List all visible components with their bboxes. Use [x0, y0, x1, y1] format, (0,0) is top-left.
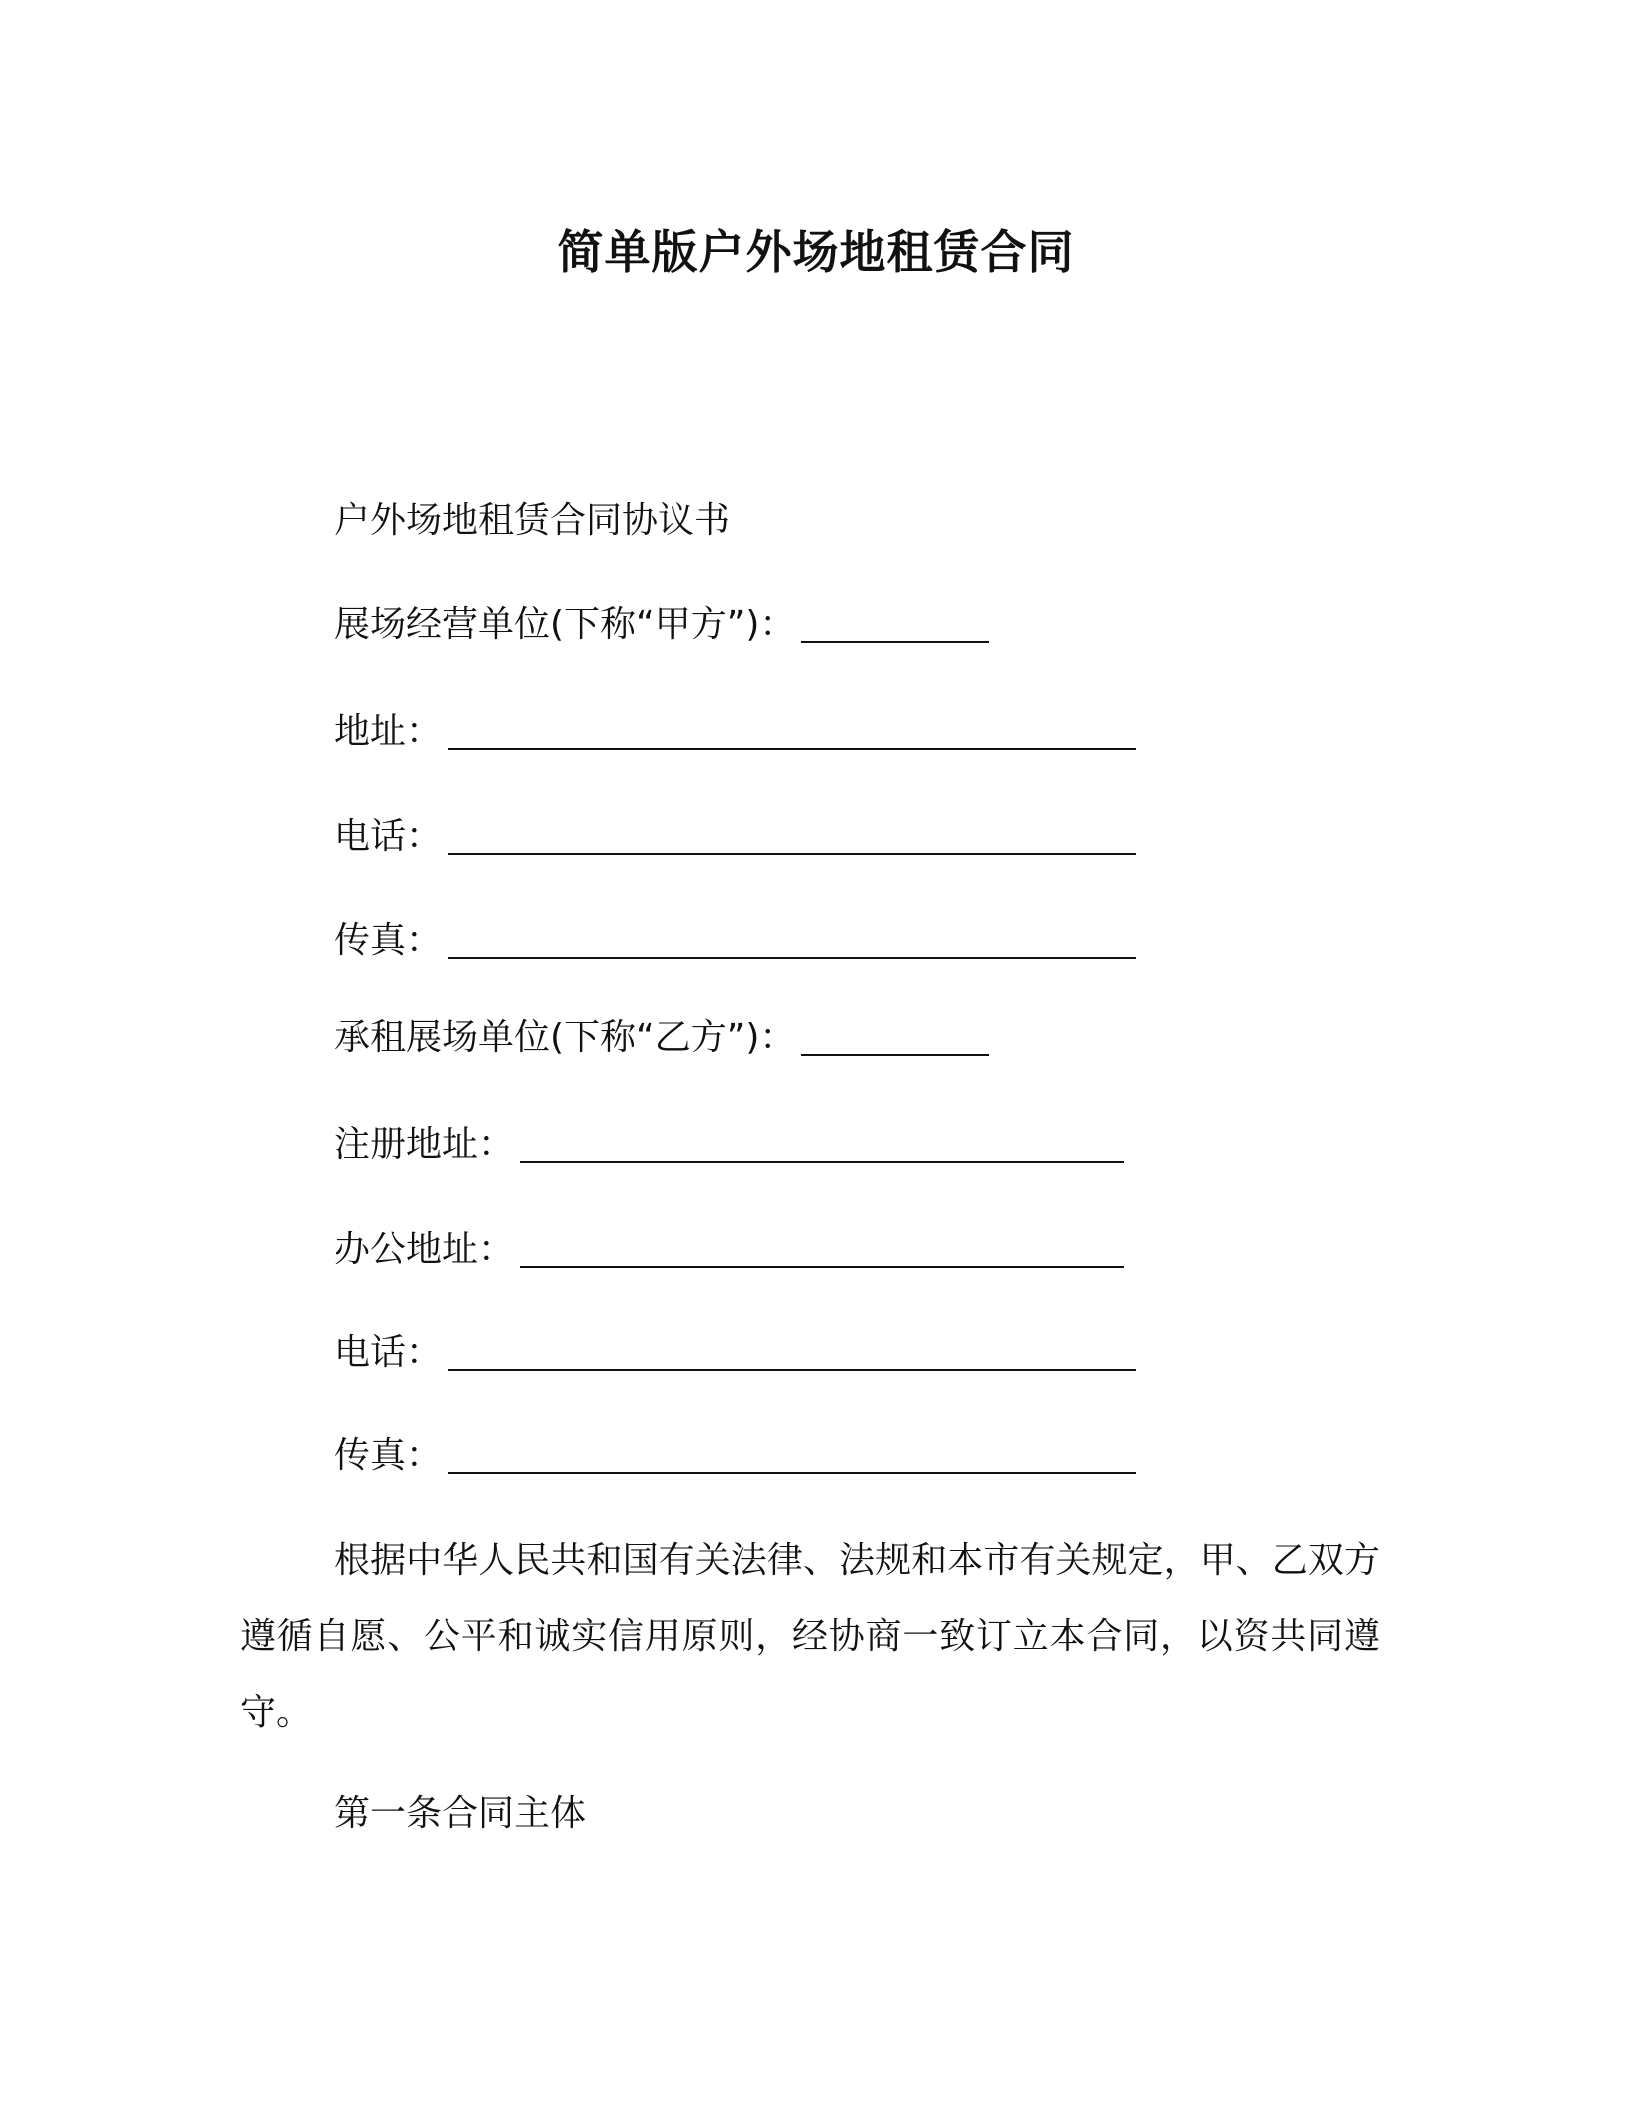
party-b-office-address-blank: [520, 1230, 1124, 1268]
party-a-name-label: 展场经营单位(下称“甲方”)：: [334, 604, 796, 645]
party-a-address-blank: [448, 712, 1136, 750]
party-b-name-label: 承租展场单位(下称“乙方”)：: [334, 1017, 796, 1058]
party-a-address-label: 地址：: [334, 711, 443, 752]
party-a-fax-field: [334, 917, 1136, 965]
party-b-registered-address-label: 注册地址：: [334, 1124, 515, 1165]
party-b-fax-field: [334, 1432, 1136, 1480]
article-1-heading: 第一条合同主体: [334, 1793, 587, 1834]
party-a-phone-blank: [448, 817, 1136, 855]
party-b-name-blank: [801, 1018, 989, 1056]
party-b-phone-field: [334, 1329, 1136, 1377]
party-b-phone-label: 电话：: [334, 1332, 443, 1373]
party-b-phone-blank: [448, 1333, 1136, 1371]
party-b-fax-label: 传真：: [334, 1435, 443, 1476]
preamble-paragraph: 根据中华人民共和国有关法律、法规和本市有关规定，甲、乙双方遵循自愿、公平和诚实信用原则，经协商一致订立本合同，以资共同遵守。: [240, 1540, 1380, 1733]
party-b-office-address-label: 办公地址：: [334, 1229, 515, 1270]
party-a-name-field: [334, 601, 989, 649]
party-b-name-field: [334, 1014, 989, 1062]
party-b-office-address-field: [334, 1226, 1124, 1274]
party-a-phone-field: [334, 813, 1136, 861]
party-b-registered-address-blank: [520, 1125, 1124, 1163]
party-a-fax-blank: [448, 921, 1136, 959]
party-a-phone-label: 电话：: [334, 816, 443, 857]
party-b-fax-blank: [448, 1436, 1136, 1474]
agreement-subtitle: 户外场地租赁合同协议书: [334, 500, 731, 541]
party-a-address-field: [334, 708, 1136, 756]
party-b-registered-address-field: [334, 1121, 1124, 1169]
document-title: 简单版户外场地租赁合同: [557, 225, 1075, 279]
party-a-fax-label: 传真：: [334, 920, 443, 961]
party-a-name-blank: [801, 605, 989, 643]
